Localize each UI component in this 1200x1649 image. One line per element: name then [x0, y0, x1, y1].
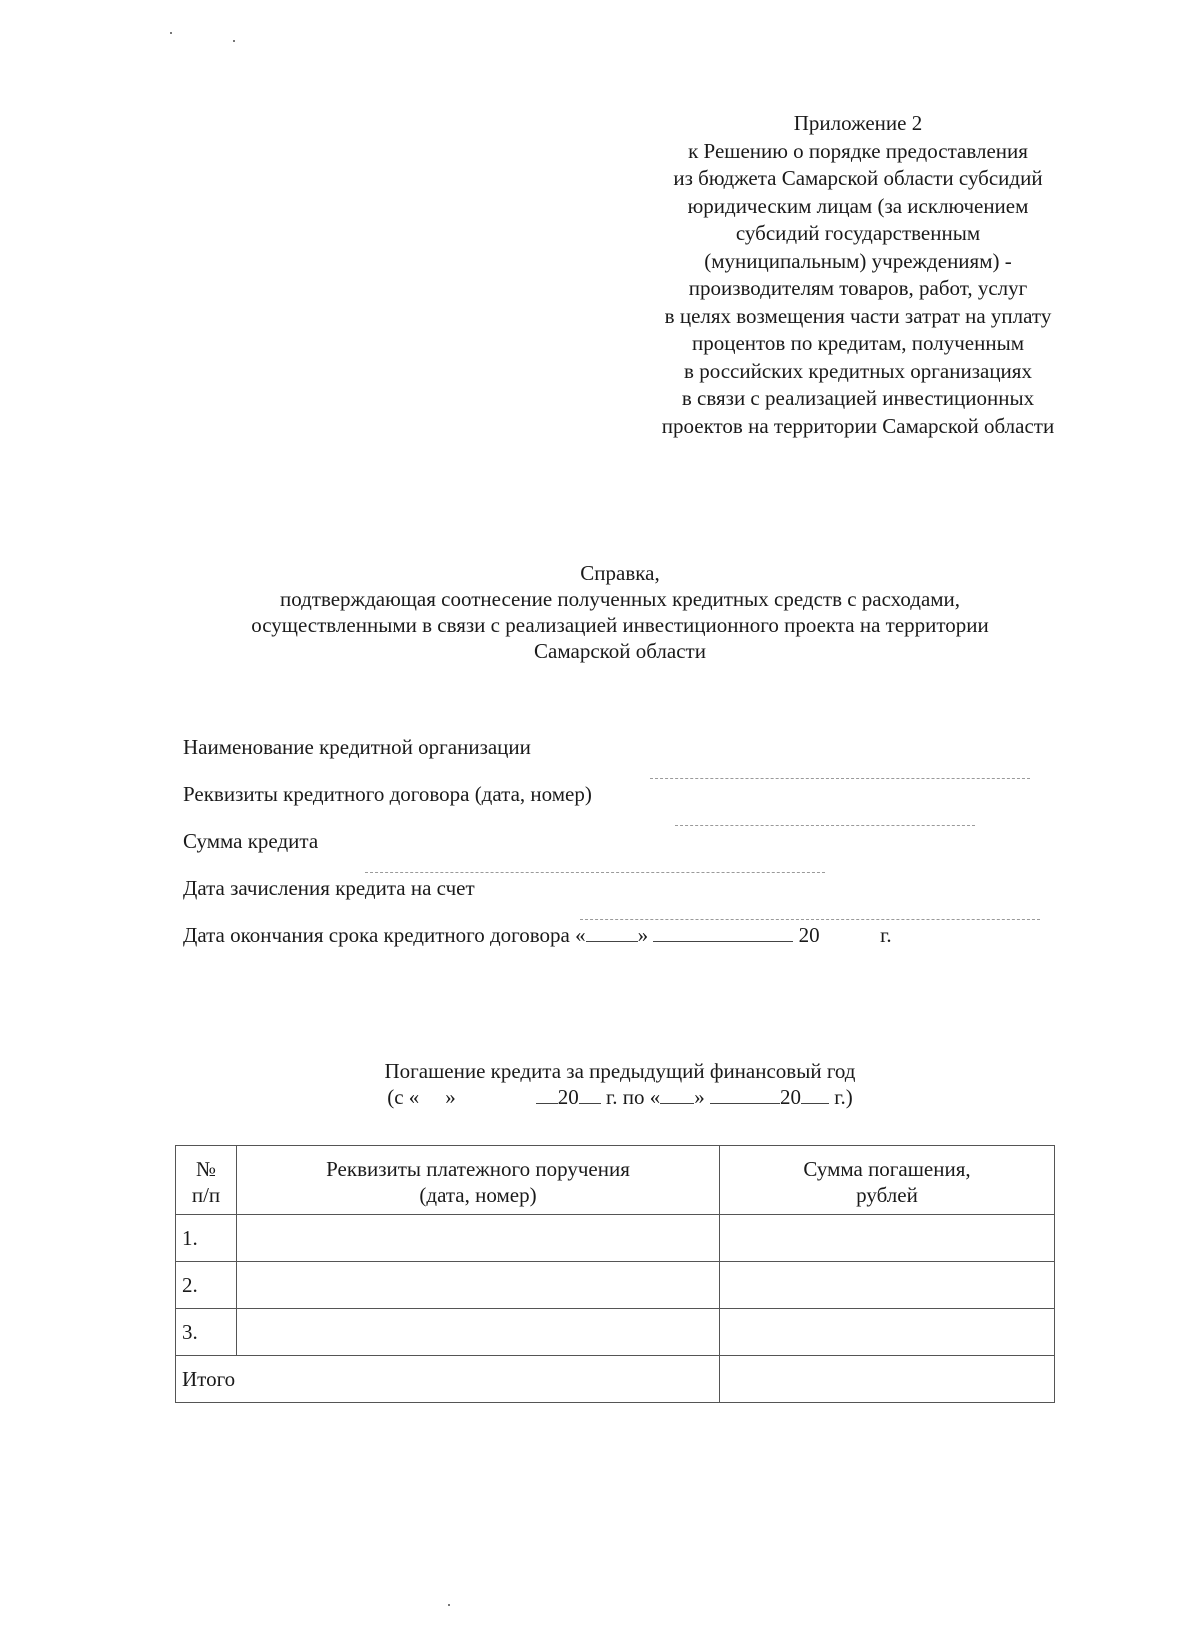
period-end: г.) — [834, 1085, 853, 1109]
table-header-row — [176, 1146, 1055, 1215]
period-from-month-underline — [536, 1087, 558, 1104]
title-line: Самарской области — [534, 639, 706, 663]
table-total-row — [176, 1356, 1055, 1403]
field-contract-details-label: Реквизиты кредитного договора (дата, номер) — [183, 782, 592, 806]
period-to: г. по « — [606, 1085, 661, 1109]
repayment-table — [175, 1145, 1055, 1403]
header-num-line1: № — [195, 1157, 217, 1181]
appendix-line: субсидий государственным — [735, 221, 981, 245]
appendix-line: процентов по кредитам, полученным — [691, 331, 1024, 355]
header-requisites-line1: Реквизиты платежного поручения — [326, 1157, 630, 1181]
row-num: 1. — [176, 1215, 237, 1262]
period-from-month-blank[interactable] — [456, 1087, 536, 1104]
appendix-line: в российских кредитных организациях — [684, 358, 1032, 383]
period-year-a: 20 — [557, 1085, 579, 1109]
end-date-quote: » — [637, 923, 649, 947]
appendix-line: к Решению о порядке предоставления — [688, 138, 1028, 163]
field-end-date — [183, 923, 892, 948]
appendix-line: проектов на территории Самарской области — [661, 413, 1055, 438]
header-requisites — [237, 1146, 720, 1215]
period-year-b: 20 — [780, 1085, 802, 1109]
period-from-open: (с « — [387, 1085, 420, 1109]
table-row — [176, 1309, 1055, 1356]
appendix-line: в целях возмещения части затрат на уплату — [664, 303, 1052, 328]
end-date-year-blank[interactable] — [825, 925, 875, 942]
period-year-b-blank[interactable] — [801, 1087, 829, 1104]
title-line: подтверждающая соотнесение полученных кредитных средств с расходами, — [279, 587, 961, 611]
appendix-line: производителям товаров, работ, услуг — [688, 276, 1028, 300]
appendix-line: в связи с реализацией инвестиционных — [681, 386, 1035, 410]
field-loan-amount-label: Сумма кредита — [183, 829, 319, 853]
end-date-month-blank[interactable] — [653, 925, 793, 942]
header-num — [176, 1146, 237, 1215]
header-amount — [720, 1146, 1055, 1215]
end-date-suffix: г. — [880, 923, 892, 947]
appendix-header — [628, 110, 1088, 440]
title-line: осуществленными в связи с реализацией инвестиционного проекта на территории — [251, 613, 989, 637]
period-to-month-blank[interactable] — [710, 1087, 780, 1104]
end-date-year-prefix: 20 — [798, 923, 820, 947]
header-requisites-line2: (дата, номер) — [419, 1183, 537, 1207]
row-num: 2. — [176, 1262, 237, 1309]
field-loan-amount-line[interactable] — [365, 872, 825, 873]
scan-speck — [170, 32, 172, 34]
end-date-day-blank[interactable] — [586, 925, 638, 942]
repayment-title — [300, 1058, 940, 1110]
repayment-title-line: Погашение кредита за предыдущий финансовый год — [384, 1059, 856, 1083]
appendix-line: юридическим лицам (за исключением — [687, 193, 1029, 218]
row-requisites-cell[interactable] — [237, 1215, 720, 1262]
period-to-day-blank[interactable] — [660, 1087, 694, 1104]
field-credit-date-line[interactable] — [580, 919, 1040, 920]
header-num-line2: п/п — [191, 1183, 221, 1207]
title-line: Справка, — [580, 561, 660, 585]
field-credit-date-label: Дата зачисления кредита на счет — [183, 876, 475, 900]
field-bank-name-line[interactable] — [650, 778, 1030, 779]
scan-speck — [233, 40, 235, 42]
table-row — [176, 1215, 1055, 1262]
table-row — [176, 1262, 1055, 1309]
period-year-a-blank[interactable] — [579, 1087, 601, 1104]
scan-speck — [448, 1604, 450, 1606]
period-from-close: » — [445, 1085, 456, 1109]
appendix-line: (муниципальным) учреждениям) - — [704, 248, 1012, 273]
row-amount-cell[interactable] — [720, 1262, 1055, 1309]
field-bank-name-label: Наименование кредитной организации — [183, 735, 531, 759]
header-amount-line2: рублей — [856, 1183, 918, 1207]
total-amount-cell[interactable] — [720, 1356, 1055, 1403]
row-amount-cell[interactable] — [720, 1215, 1055, 1262]
document-title — [160, 560, 1080, 664]
period-to-close: » — [694, 1085, 705, 1109]
row-requisites-cell[interactable] — [237, 1309, 720, 1356]
row-num: 3. — [176, 1309, 237, 1356]
repayment-period — [300, 1084, 940, 1110]
total-label: Итого — [176, 1356, 720, 1403]
appendix-line: из бюджета Самарской области субсидий — [673, 166, 1043, 190]
end-date-label: Дата окончания срока кредитного договора « — [183, 923, 586, 947]
row-requisites-cell[interactable] — [237, 1262, 720, 1309]
row-amount-cell[interactable] — [720, 1309, 1055, 1356]
field-contract-details-line[interactable] — [675, 825, 975, 826]
header-amount-line1: Сумма погашения, — [803, 1157, 971, 1181]
appendix-line: Приложение 2 — [793, 111, 923, 135]
